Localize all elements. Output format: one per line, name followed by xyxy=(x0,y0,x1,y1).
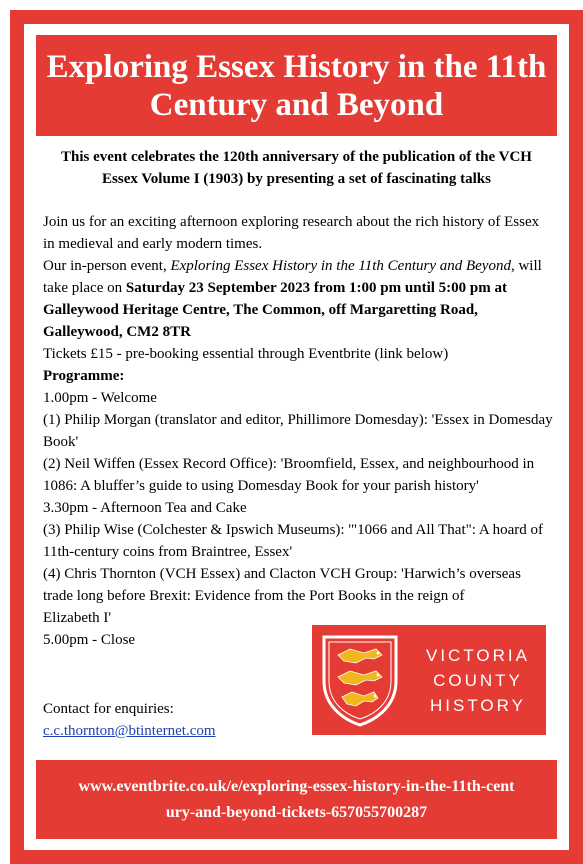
footer-banner xyxy=(36,760,557,839)
event-description xyxy=(43,211,553,651)
logo-text xyxy=(410,643,546,718)
programme-item: 3.30pm - Afternoon Tea and Cake xyxy=(43,500,247,516)
contact-block xyxy=(43,698,303,742)
contact-label: Contact for enquiries: xyxy=(43,701,174,717)
poster-frame xyxy=(10,10,583,864)
page-title: Exploring Essex History in the 11th Century and Beyond xyxy=(46,48,547,123)
intro-text: This event celebrates the 120th anniversary of the publication of the VCH Essex Volume I (1903) by presenting a set of fascinating talks xyxy=(61,149,532,187)
programme-item: 1.00pm - Welcome xyxy=(43,390,157,406)
programme-heading: Programme: xyxy=(43,368,125,384)
intro-paragraph: Join us for an exciting afternoon exploring research about the rich history of Essex in medieval and early modern times. xyxy=(43,214,540,252)
tickets-line: Tickets £15 - pre-booking essential through Eventbrite (link below) xyxy=(43,346,449,362)
title-banner xyxy=(36,35,557,136)
contact-email-link[interactable]: c.c.thornton@btinternet.com xyxy=(43,723,216,739)
programme-item: (4) Chris Thornton (VCH Essex) and Clacton VCH Group: 'Harwich’s overseas trade long before Brexit: Evidence from the Port Books in the reign of Elizabeth I' xyxy=(43,566,521,626)
logo-line-victoria: VICTORIA xyxy=(426,645,530,665)
programme-item: (3) Philip Wise (Colchester & Ipswich Museums): '"1066 and All That": A hoard of 11th-century coins from Braintree, Essex' xyxy=(43,522,543,560)
logo-line-county: COUNTY xyxy=(433,670,523,690)
three-lions-shield-icon xyxy=(320,633,400,727)
programme-item: (1) Philip Morgan (translator and editor, Phillimore Domesday): 'Essex in Domesday Book' xyxy=(43,412,553,450)
vch-logo xyxy=(312,625,546,735)
event-title-italic: Exploring Essex History in the 11th Century and Beyond xyxy=(170,258,511,274)
programme-item: 5.00pm - Close xyxy=(43,632,136,648)
event-date-location: Saturday 23 September 2023 from 1:00 pm until 5:00 pm at Galleywood Heritage Centre, The Common, off Margaretting Road, Galleywood, CM2 8TR xyxy=(43,280,507,340)
programme-item: (2) Neil Wiffen (Essex Record Office): 'Broomfield, Essex, and neighbourhood in 1086: A bluffer’s guide to using Domesday Book for your parish history' xyxy=(43,456,535,494)
eventbrite-url-link[interactable]: www.eventbrite.co.uk/e/exploring-essex-history-in-the-11th-century-and-beyond-tickets-657055700287 xyxy=(78,777,515,821)
event-details-paragraph: Our in-person event, Exploring Essex History in the 11th Century and Beyond, will take place on Saturday 23 September 2023 from 1:00 pm until 5:00 pm at Galleywood Heritage Centre, The Common, off Margaretting Road, Galleywood, CM2 8TR xyxy=(43,258,542,340)
logo-line-history: HISTORY xyxy=(430,695,526,715)
